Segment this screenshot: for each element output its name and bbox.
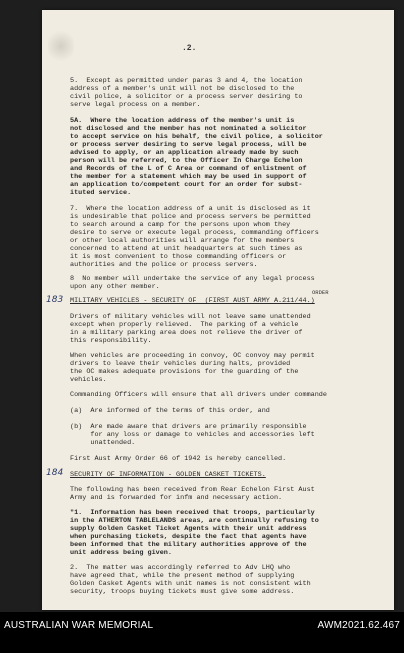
text-line: have agreed that, while the present method of supplying [70,572,295,580]
text-line: an application to/competent court for an order for subst- [70,181,303,189]
text-line: address of a member's unit will not be disclosed to the [70,85,295,93]
page-number: .2. [182,44,197,53]
text-line: unattended. [70,439,136,447]
text-line: not disclosed and the member has not nominated a solicitor [70,125,307,133]
text-line: it is most convenient to those commanding officers or [70,253,287,261]
text-line: 5A. Where the location address of the member's unit is [70,117,295,125]
text-line: (a) Are informed of the terms of this order, and [70,407,270,415]
text-line: desire to serve or execute legal process, commanding officers [70,229,319,237]
text-line: unit address being given. [70,549,172,557]
text-line: First Aust Army Order 66 of 1942 is hereby cancelled. [70,455,287,463]
footer-accession-number: AWM2021.62.467 [317,620,400,631]
text-line: concerned to attend at unit headquarters at such times as [70,245,303,253]
paper-stain [48,28,74,64]
text-line: 2. The matter was accordingly referred to Adv LHQ who [70,564,291,572]
text-line: The following has been received from Rear Echelon First Aust [70,486,315,494]
text-line: to search around a camp for the persons upon whom they [70,221,291,229]
text-line: (b) Are made aware that drivers are primarily responsible [70,423,307,431]
text-line: supply Golden Casket Ticket Agents with their unit address [70,525,307,533]
margin-note-184: 184 [46,468,64,478]
text-line: serve legal process on a member. [70,101,201,109]
text-line: civil police, a solicitor or a process server desiring to [70,93,303,101]
text-line: person will be referred, to the Officer In Charge Echelon [70,157,303,165]
margin-note-183: 183 [46,295,64,305]
text-line: Army and is forwarded for infm and necessary action. [70,494,283,502]
text-line: is undesirable that police and process servers be permitted [70,213,311,221]
text-line: "1. Information has been received that troops, particularly [70,509,315,517]
text-line: When vehicles are proceeding in convoy, OC convoy may permit [70,352,315,360]
text-line: drivers to leave their vehicles during halts, provided [70,360,291,368]
text-line: 8 No member will undertake the service of any legal process [70,275,315,283]
text-line: Golden Casket Agents with unit names is not consistent with [70,580,311,588]
text-line: vehicles. [70,376,107,384]
footer-institution: AUSTRALIAN WAR MEMORIAL [4,620,154,631]
text-line: upon any other member. [70,283,160,291]
text-line: this responsibility. [70,337,152,345]
text-line: or process server desiring to serve legal process, will be [70,141,307,149]
text-line: 5. Except as permitted under paras 3 and 4, the location [70,77,303,85]
document-page [42,10,394,610]
text-line: or other local authorities will arrange for the members [70,237,295,245]
text-line: Commanding Officers will ensure that all drivers under commande [70,391,327,399]
text-line: to accept service on his behalf, the civil police, a solicitor [70,133,323,141]
text-line: except when properly relieved. The parking of a vehicle [70,321,299,329]
text-line: MILITARY VEHICLES - SECURITY OF (FIRST AUST ARMY A.211/44.) [70,297,315,305]
text-line: in a military parking area does not relieve the driver of [70,329,303,337]
footer-bar [0,612,404,653]
text-line: Drivers of military vehicles will not leave same unattended [70,313,311,321]
text-line: and Records of the L of C Area or command of enlistment of [70,165,307,173]
text-line: SECURITY OF INFORMATION - GOLDEN CASKET TICKETS. [70,471,266,479]
text-line: authorities and the police or process servers. [70,261,258,269]
text-line: the OC makes adequate provisions for the guarding of the [70,368,299,376]
text-line: ituted service. [70,189,132,197]
text-line: been informed that the military authorities approve of the [70,541,307,549]
text-line: for any loss or damage to vehicles and accessories left [70,431,315,439]
text-line: when purchasing tickets, despite the fact that agents have [70,533,307,541]
text-line: advised to apply, or an application already made by such [70,149,299,157]
text-line: the member for a statement which may be used in support of [70,173,307,181]
text-line: 7. Where the location address of a unit is disclosed as it [70,205,311,213]
text-line: in the ATHERTON TABLELANDS areas, are continually refusing to [70,517,319,525]
text-line: security, troops buying tickets must give some address. [70,588,295,596]
order-annotation: ORDER [312,289,329,296]
